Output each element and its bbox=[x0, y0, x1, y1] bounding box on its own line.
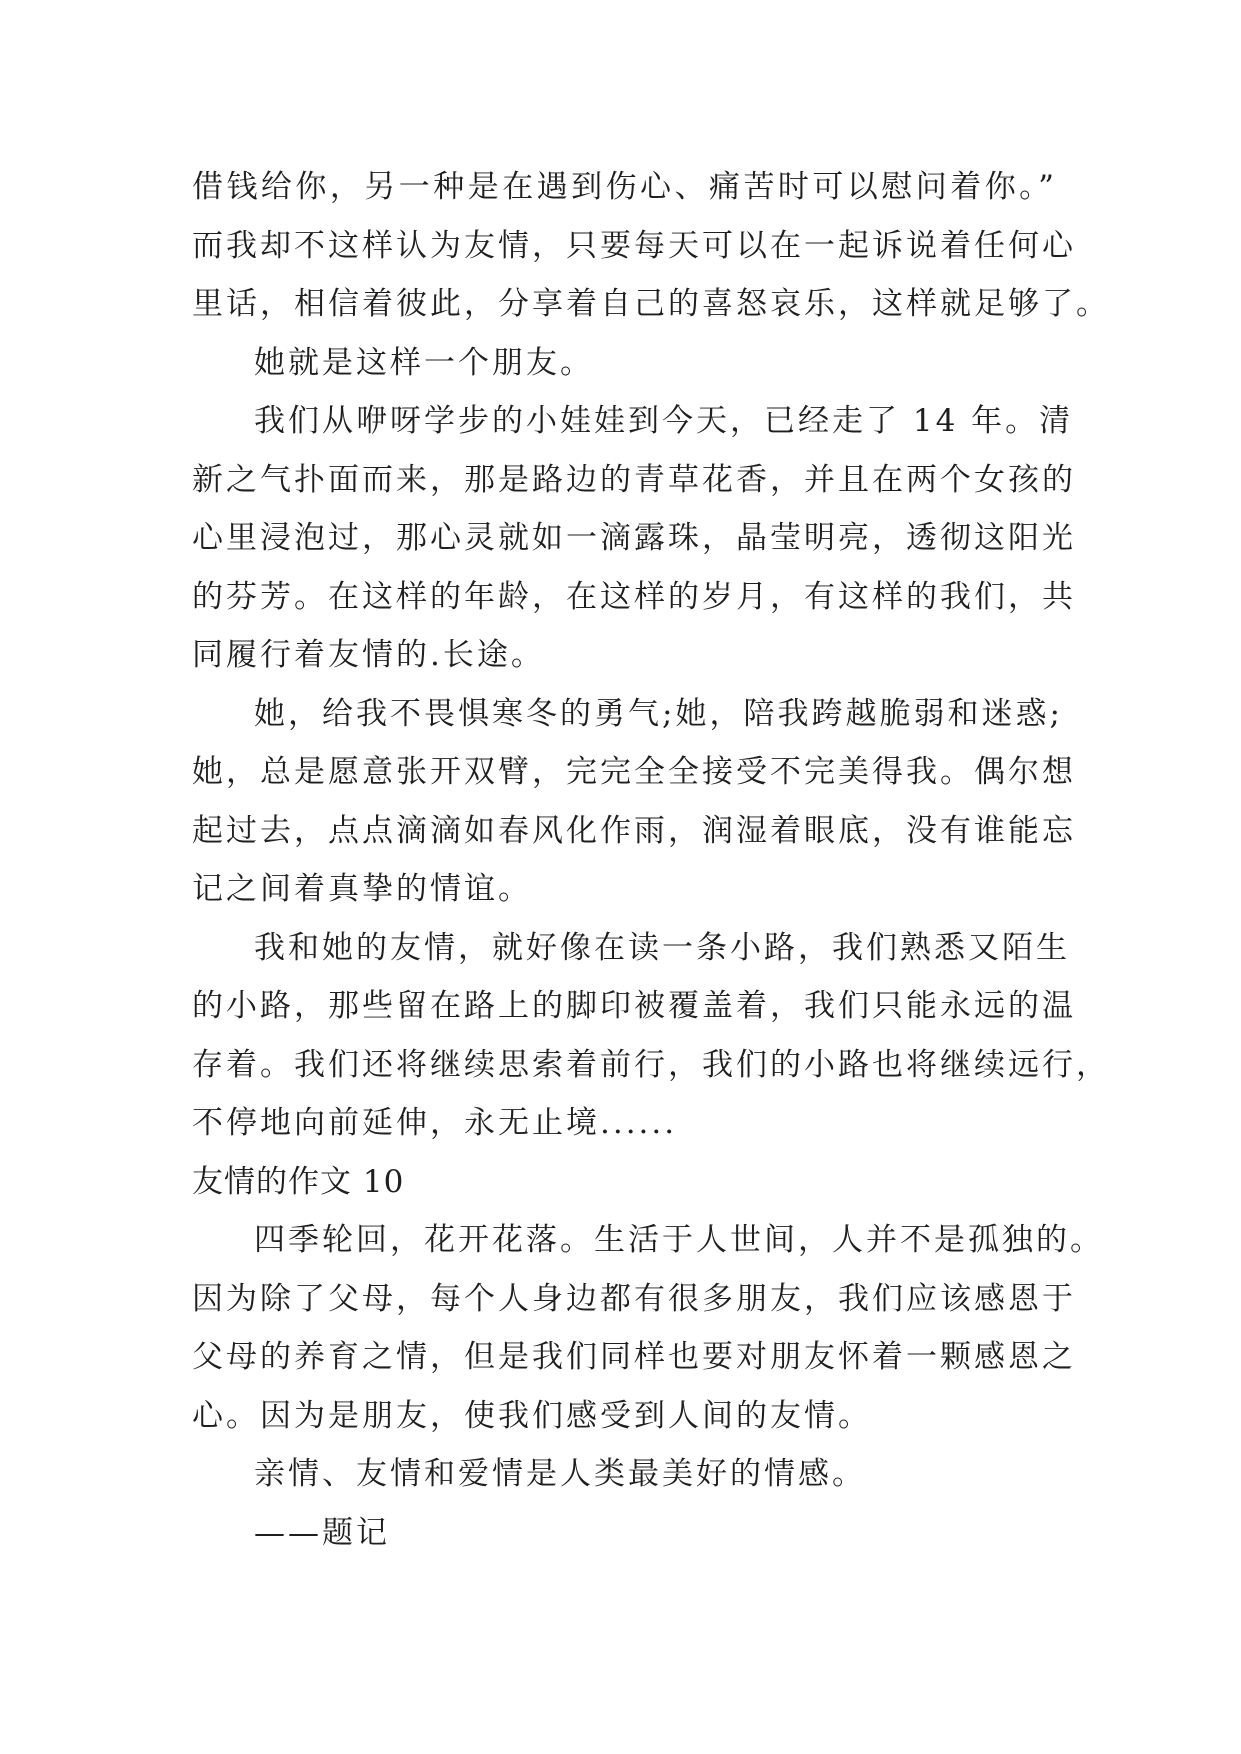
document-body bbox=[192, 158, 1110, 1562]
text-line: 我们从咿呀学步的小娃娃到今天，已经走了 14 年。清 bbox=[254, 403, 1074, 439]
text-line: 借钱给你，另一种是在遇到伤心、痛苦时可以慰问着你。” bbox=[192, 169, 1057, 205]
text-line: 的小路，那些留在路上的脚印被覆盖着，我们只能永远的温 bbox=[192, 988, 1076, 1024]
paragraph bbox=[192, 685, 1076, 919]
epigraph-attribution bbox=[192, 1504, 1057, 1563]
text-line: 的芬芳。在这样的年龄，在这样的岁月，有这样的我们，共 bbox=[192, 578, 1076, 615]
text-line: 起过去，点点滴滴如春风化作雨，润湿着眼底，没有谁能忘 bbox=[192, 812, 1076, 849]
text-line: 她，给我不畏惧寒冬的勇气;她，陪我跨越脆弱和迷惑; bbox=[254, 695, 1063, 732]
paragraph bbox=[192, 919, 1110, 1153]
paragraph bbox=[192, 1445, 1057, 1504]
text-line: 她，总是愿意张开双臂，完完全全接受不完美得我。偶尔想 bbox=[192, 754, 1076, 790]
text-line: 四季轮回，花开花落。生活于人世间，人并不是孤独的。 bbox=[254, 1222, 1104, 1258]
paragraph bbox=[192, 334, 1057, 393]
paragraph-continued bbox=[192, 158, 1110, 334]
paragraph bbox=[192, 1211, 1104, 1445]
text-line: 新之气扑面而来，那是路边的青草花香，并且在两个女孩的 bbox=[192, 461, 1076, 498]
text-line: 心里浸泡过，那心灵就如一滴露珠，晶莹明亮，透彻这阳光 bbox=[192, 520, 1076, 556]
text-line: 她就是这样一个朋友。 bbox=[254, 344, 594, 381]
text-line: 记之间着真挚的情谊。 bbox=[192, 871, 532, 907]
text-line: 而我却不这样认为友情，只要每天可以在一起诉说着任何心 bbox=[192, 227, 1076, 264]
text-line: 存着。我们还将继续思索着前行，我们的小路也将继续远行， bbox=[192, 1046, 1110, 1083]
text-line: 亲情、友情和爱情是人类最美好的情感。 bbox=[254, 1456, 866, 1492]
text-line: 里话，相信着彼此，分享着自己的喜怒哀乐，这样就足够了。 bbox=[192, 286, 1110, 322]
paragraph bbox=[192, 392, 1076, 685]
text-line: 不停地向前延伸，永无止境...... bbox=[192, 1105, 678, 1141]
text-line: 因为除了父母，每个人身边都有很多朋友，我们应该感恩于 bbox=[192, 1280, 1076, 1317]
text-line: 父母的养育之情，但是我们同样也要对朋友怀着一颗感恩之 bbox=[192, 1339, 1076, 1375]
text-line: 我和她的友情，就好像在读一条小路，我们熟悉又陌生 bbox=[254, 929, 1070, 966]
text-line: 同履行着友情的.长途。 bbox=[192, 637, 545, 673]
text-line: 心。因为是朋友，使我们感受到人间的友情。 bbox=[192, 1397, 872, 1434]
text-line: ——题记 bbox=[254, 1514, 390, 1551]
section-heading: 友情的作文 10 bbox=[192, 1163, 405, 1200]
